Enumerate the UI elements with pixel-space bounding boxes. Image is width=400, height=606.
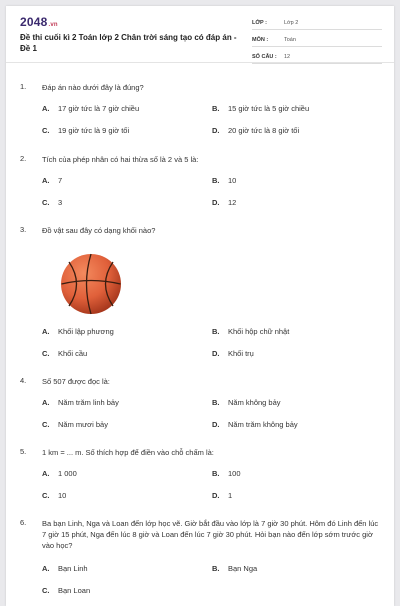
question-stem: 1 km = ... m. Số thích hợp để điền vào chỗ chấm là: bbox=[42, 448, 214, 457]
option-5b[interactable] bbox=[212, 469, 241, 478]
option-4c[interactable] bbox=[42, 420, 108, 429]
option-letter: A. bbox=[42, 564, 50, 573]
basketball-image bbox=[60, 253, 122, 315]
option-text: 1 bbox=[228, 491, 233, 500]
meta-label: MÔN : bbox=[252, 36, 269, 43]
option-text: Khối hộp chữ nhật bbox=[228, 327, 290, 336]
option-text: 19 giờ tức là 9 giờ tối bbox=[58, 126, 130, 135]
option-text: 3 bbox=[58, 198, 63, 207]
option-letter: B. bbox=[212, 469, 220, 478]
option-text: Năm trăm linh bảy bbox=[58, 398, 119, 407]
option-letter: C. bbox=[42, 349, 50, 358]
option-letter: D. bbox=[212, 126, 220, 135]
option-letter: C. bbox=[42, 126, 50, 135]
option-letter: B. bbox=[212, 176, 220, 185]
option-letter: D. bbox=[212, 349, 220, 358]
option-letter: B. bbox=[212, 104, 220, 113]
option-2c[interactable] bbox=[42, 198, 62, 207]
option-3d[interactable] bbox=[212, 349, 254, 358]
option-2d[interactable] bbox=[212, 198, 236, 207]
option-letter: C. bbox=[42, 491, 50, 500]
option-text: 12 bbox=[228, 198, 237, 207]
meta-row-grade bbox=[252, 16, 382, 30]
option-letter: B. bbox=[212, 564, 220, 573]
meta-row-subject bbox=[252, 33, 382, 47]
option-3a[interactable] bbox=[42, 327, 114, 336]
option-text: 20 giờ tức là 8 giờ tối bbox=[228, 126, 300, 135]
meta-row-count bbox=[252, 50, 382, 64]
option-letter: A. bbox=[42, 104, 50, 113]
logo-main: 2048 bbox=[20, 15, 48, 29]
option-letter: C. bbox=[42, 420, 50, 429]
option-4a[interactable] bbox=[42, 398, 119, 407]
question-number: 3. bbox=[20, 225, 27, 234]
option-6b[interactable] bbox=[212, 564, 257, 573]
page-header bbox=[6, 6, 394, 63]
option-letter: A. bbox=[42, 469, 50, 478]
site-logo[interactable] bbox=[20, 15, 58, 29]
option-letter: C. bbox=[42, 198, 50, 207]
question-stem: Ba bạn Linh, Nga và Loan đến lớp học vẽ. Giờ bắt đầu vào lớp là 7 giờ 30 phút. Hôm đó Linh đến lúc 7 giờ 15 phút, Nga đến lúc 8 giờ và Loan đến lúc 7 giờ 30 phút. Hỏi bạn nào đến lớp sớm trước giờ vào học? bbox=[42, 519, 379, 550]
option-text: Năm không bảy bbox=[228, 398, 281, 407]
option-text: 10 bbox=[228, 176, 237, 185]
option-letter: B. bbox=[212, 398, 220, 407]
question-stem: Đồ vật sau đây có dạng khối nào? bbox=[42, 226, 156, 235]
option-text: 17 giờ tức là 7 giờ chiều bbox=[58, 104, 140, 113]
option-1b[interactable] bbox=[212, 104, 309, 113]
option-6c[interactable] bbox=[42, 586, 90, 595]
page-title: Đề thi cuối kì 2 Toán lớp 2 Chân trời sáng tạo có đáp án - Đề 1 bbox=[20, 33, 237, 53]
option-letter: D. bbox=[212, 491, 220, 500]
option-5d[interactable] bbox=[212, 491, 232, 500]
option-6a[interactable] bbox=[42, 564, 88, 573]
exam-meta bbox=[252, 16, 382, 67]
option-text: 1 000 bbox=[58, 469, 77, 478]
option-4b[interactable] bbox=[212, 398, 281, 407]
option-text: Khối lập phương bbox=[58, 327, 114, 336]
option-text: Bạn Linh bbox=[58, 564, 88, 573]
option-3c[interactable] bbox=[42, 349, 87, 358]
meta-label: SỐ CÂU : bbox=[252, 53, 277, 60]
question-number: 4. bbox=[20, 376, 27, 385]
meta-value: 12 bbox=[284, 53, 291, 60]
option-text: Bạn Loan bbox=[58, 586, 91, 595]
option-letter: C. bbox=[42, 586, 50, 595]
question-number: 2. bbox=[20, 154, 27, 163]
option-letter: B. bbox=[212, 327, 220, 336]
option-2a[interactable] bbox=[42, 176, 62, 185]
option-letter: A. bbox=[42, 398, 50, 407]
exam-page bbox=[6, 6, 394, 606]
option-text: Năm mươi bảy bbox=[58, 420, 108, 429]
meta-label: LỚP : bbox=[252, 19, 267, 26]
option-3b[interactable] bbox=[212, 327, 289, 336]
option-letter: D. bbox=[212, 420, 220, 429]
option-text: Khối cầu bbox=[58, 349, 88, 358]
option-text: 15 giờ tức là 5 giờ chiều bbox=[228, 104, 310, 113]
question-number: 6. bbox=[20, 518, 27, 527]
logo-suffix: .vn bbox=[48, 22, 58, 28]
option-1c[interactable] bbox=[42, 126, 129, 135]
option-text: Năm trăm không bảy bbox=[228, 420, 298, 429]
option-letter: A. bbox=[42, 176, 50, 185]
meta-value: Lớp 2 bbox=[284, 19, 299, 26]
option-text: Bạn Nga bbox=[228, 564, 258, 573]
meta-value: Toán bbox=[284, 36, 296, 43]
option-text: 100 bbox=[228, 469, 241, 478]
option-letter: D. bbox=[212, 198, 220, 207]
option-text: 7 bbox=[58, 176, 63, 185]
option-text: 10 bbox=[58, 491, 67, 500]
question-number: 1. bbox=[20, 82, 27, 91]
question-stem: Số 507 được đọc là: bbox=[42, 377, 110, 386]
question-stem: Tích của phép nhân có hai thừa số là 2 và 5 là: bbox=[42, 155, 199, 164]
option-4d[interactable] bbox=[212, 420, 298, 429]
question-stem: Đáp án nào dưới đây là đúng? bbox=[42, 83, 144, 92]
option-1d[interactable] bbox=[212, 126, 299, 135]
option-5a[interactable] bbox=[42, 469, 77, 478]
option-5c[interactable] bbox=[42, 491, 66, 500]
option-2b[interactable] bbox=[212, 176, 236, 185]
question-number: 5. bbox=[20, 447, 27, 456]
option-letter: A. bbox=[42, 327, 50, 336]
option-1a[interactable] bbox=[42, 104, 139, 113]
option-text: Khối trụ bbox=[228, 349, 254, 358]
